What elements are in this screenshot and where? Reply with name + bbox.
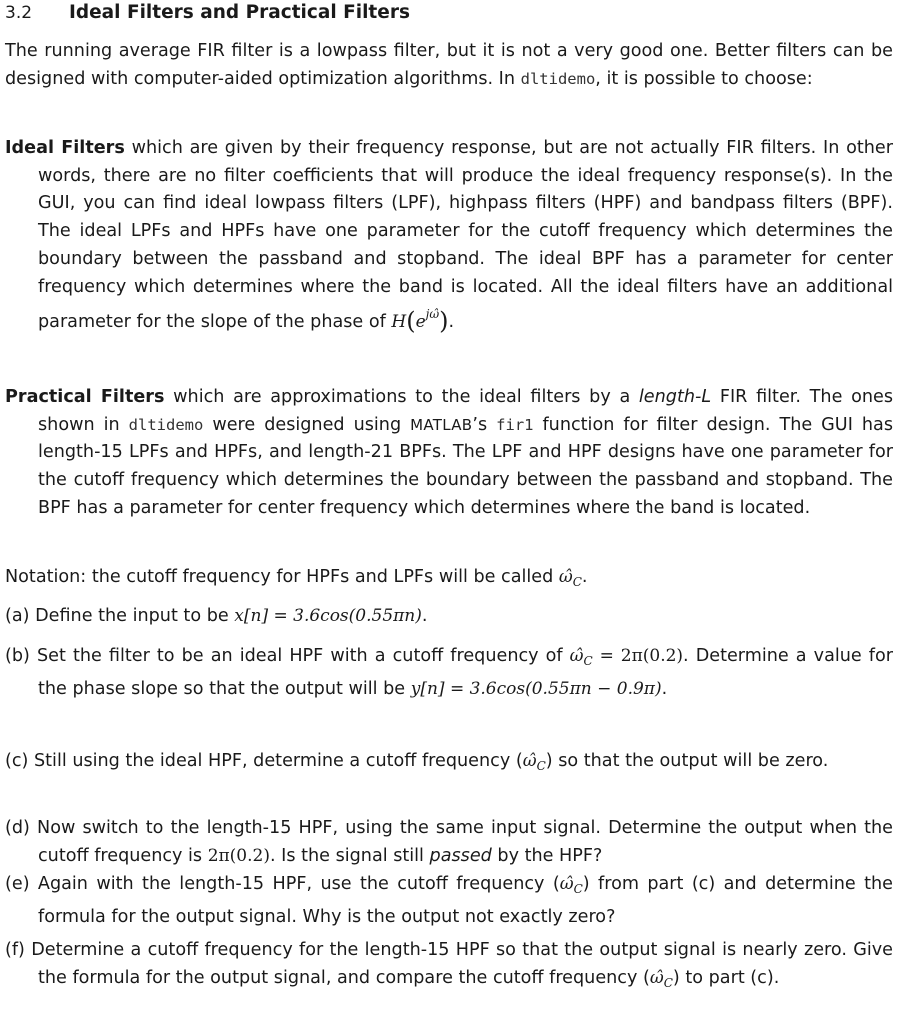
- practical-text-4: ’s: [472, 414, 497, 435]
- question-c-wc-sub: C: [536, 759, 546, 773]
- question-b-math: y[n] = 3.6cos(0.55πn − 0.9π): [410, 678, 662, 699]
- question-d: [5, 815, 893, 870]
- practical-text-3: were designed using: [203, 414, 411, 435]
- ideal-filters-text: which are given by their frequency response, but are not actually FIR filters. In other words, there are no filter coefficients that will produce the ideal frequency response(s). In the GUI, you can find ideal lowpass filters (LPF), highpass filters (HPF) and bandpass filters (BPF). The ideal LPFs and HPFs have one parameter for the cutoff frequency which determines the boundary between the passband and stopband. The ideal BPF has a parameter for center frequency which determines where the band is located. All the ideal filters have an additional parameter for the slope of the phase of: [38, 138, 893, 333]
- notation-subscript: C: [572, 575, 582, 589]
- ideal-math-exponent: jω̂: [425, 307, 440, 322]
- practical-code-1: dltidemo: [128, 415, 204, 434]
- section-number: 3.2: [5, 3, 33, 23]
- intro-paragraph: [5, 38, 893, 93]
- question-d-math: 2π(0.2): [207, 845, 270, 866]
- practical-filters-paragraph: [5, 384, 893, 523]
- ideal-filters-term: Ideal Filters: [5, 138, 125, 158]
- question-a-text: (a) Define the input to be: [5, 606, 235, 626]
- question-e-text-1: (e) Again with the length-15 HPF, use the cutoff frequency (: [5, 874, 560, 894]
- question-c-text-2: ) so that the output will be zero.: [545, 751, 829, 771]
- section-title: Ideal Filters and Practical Filters: [69, 2, 410, 23]
- question-b-text-1: (b) Set the filter to be an ideal HPF with a cutoff frequency of: [5, 646, 570, 666]
- question-c-wc: ω̂: [522, 751, 537, 771]
- question-b-wc-sub: C: [583, 654, 593, 668]
- question-f: [5, 937, 893, 997]
- ideal-end: .: [448, 312, 455, 333]
- notation-end: .: [581, 567, 588, 587]
- notation-symbol: ω̂: [558, 567, 573, 587]
- question-a: [5, 603, 893, 631]
- ideal-filters-paragraph: [5, 135, 893, 337]
- question-c: [5, 748, 893, 781]
- question-b-wc: ω̂: [569, 646, 584, 666]
- practical-filters-term: Practical Filters: [5, 387, 165, 407]
- practical-text-1: which are approximations to the ideal filters by a: [164, 387, 639, 407]
- section-heading: [5, 2, 410, 28]
- question-d-text-1: (d) Now switch to the length-15 HPF, using the same input signal. Determine the output when the cutoff frequency is: [5, 818, 893, 866]
- question-f-text-1: (f) Determine a cutoff frequency for the length-15 HPF so that the output signal is nearly zero. Give the formula for the output signal, and compare the cutoff frequency (: [5, 940, 893, 988]
- practical-text-2: FIR filter. The ones shown in: [38, 387, 893, 435]
- question-b-end: .: [661, 678, 668, 699]
- ideal-math-e: e: [415, 312, 426, 333]
- question-f-text-2: ) to part (c).: [672, 967, 780, 988]
- question-a-end: .: [421, 606, 428, 626]
- practical-length-term: length-L: [638, 387, 712, 407]
- question-d-passed: passed: [429, 845, 492, 866]
- question-e: [5, 871, 893, 931]
- intro-text-1: The running average FIR filter is a lowpass filter, but it is not a very good one. Better filters can be designed with computer-aided optimization algorithms. In: [5, 41, 893, 89]
- intro-text-2: , it is possible to choose:: [595, 68, 813, 89]
- ideal-math-H: H: [391, 312, 407, 333]
- practical-text-5: function for filter design. The GUI has length-15 LPFs and HPFs, and length-21 BPFs. The LPF and HPF designs have one parameter for the cutoff frequency which determines the boundary between the passband and stopband. The BPF has a parameter for center frequency which determines where the band is located.: [38, 414, 893, 518]
- ideal-math-close: ): [439, 307, 449, 336]
- intro-code: dltidemo: [520, 69, 596, 88]
- practical-matlab: MATLAB: [410, 415, 473, 434]
- question-c-text-1: (c) Still using the ideal HPF, determine a cutoff frequency (: [5, 751, 523, 771]
- notation-text: Notation: the cutoff frequency for HPFs and LPFs will be called: [5, 567, 559, 587]
- question-e-text-2: ) from part (c) and determine the formula for the output signal. Why is the output not exactly zero?: [38, 874, 893, 927]
- question-b-text-2: . Determine a value for the phase slope so that the output will be: [38, 646, 893, 699]
- question-e-wc: ω̂: [559, 874, 574, 894]
- notation-paragraph: [5, 564, 893, 597]
- question-f-wc-sub: C: [663, 975, 673, 990]
- practical-code-2: fir1: [496, 415, 534, 434]
- question-e-wc-sub: C: [573, 882, 583, 896]
- question-b: [5, 643, 893, 703]
- ideal-math-open: (: [406, 307, 416, 336]
- question-f-wc: ω̂: [649, 967, 664, 988]
- question-a-math: x[n] = 3.6cos(0.55πn): [234, 606, 422, 626]
- question-b-eq: = 2π(0.2): [592, 646, 684, 666]
- question-d-text-3: by the HPF?: [491, 845, 603, 866]
- question-d-text-2: . Is the signal still: [269, 845, 430, 866]
